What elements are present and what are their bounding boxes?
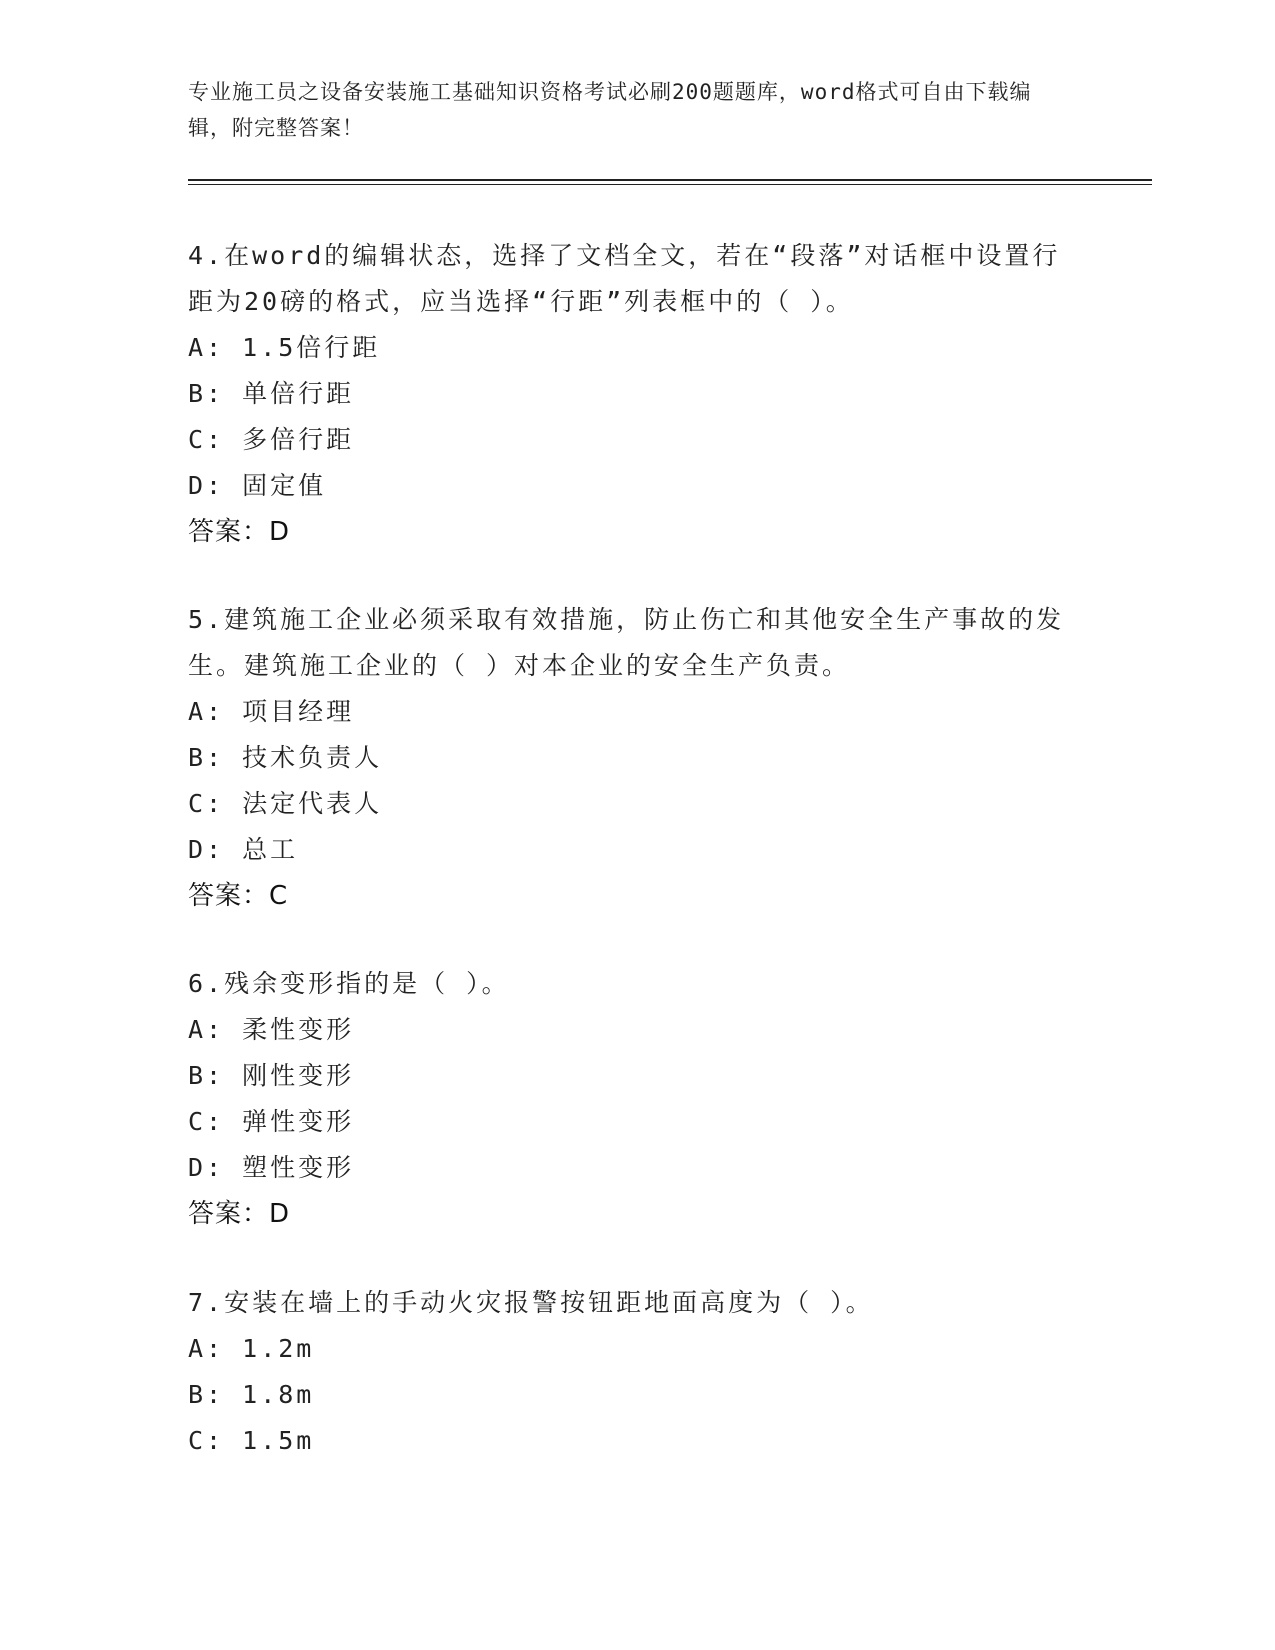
option-a: A: 1.5倍行距 [188, 333, 381, 362]
option-a: A: 1.2m [188, 1334, 315, 1363]
document-header: 专业施工员之设备安装施工基础知识资格考试必刷200题题库，word格式可自由下载编辑，附完整答案！ [188, 80, 1032, 140]
question-stem: 5.建筑施工企业必须采取有效措施，防止伤亡和其他安全生产事故的发生。建筑施工企业的（ ）对本企业的安全生产负责。 [188, 605, 1065, 680]
option-b: B: 刚性变形 [188, 1061, 355, 1090]
option-c: C: 法定代表人 [188, 789, 383, 818]
header-divider-thin [188, 184, 1152, 185]
option-d: D: 总工 [188, 835, 299, 864]
option-d: D: 塑性变形 [188, 1153, 355, 1182]
option-c: C: 弹性变形 [188, 1107, 355, 1136]
option-a: A: 项目经理 [188, 697, 355, 726]
option-b: B: 单倍行距 [188, 379, 355, 408]
option-c: C: 多倍行距 [188, 425, 355, 454]
option-a: A: 柔性变形 [188, 1015, 355, 1044]
answer-text: 答案：D [188, 1199, 291, 1229]
header-divider [188, 179, 1152, 181]
question-stem: 4.在word的编辑状态，选择了文档全文，若在“段落”对话框中设置行距为20磅的格式，应当选择“行距”列表框中的（ ）。 [188, 241, 1061, 316]
question-6 [188, 961, 1088, 1237]
question-7 [188, 1280, 1088, 1464]
question-5 [188, 597, 1088, 919]
option-d: D: 固定值 [188, 471, 327, 500]
option-c: C: 1.5m [188, 1426, 315, 1455]
question-4 [188, 233, 1088, 555]
option-b: B: 技术负责人 [188, 743, 383, 772]
answer-text: 答案：D [188, 517, 291, 547]
answer-text: 答案：C [188, 881, 289, 911]
option-b: B: 1.8m [188, 1380, 315, 1409]
question-stem: 7.安装在墙上的手动火灾报警按钮距地面高度为（ ）。 [188, 1288, 874, 1317]
question-stem: 6.残余变形指的是（ ）。 [188, 969, 510, 998]
